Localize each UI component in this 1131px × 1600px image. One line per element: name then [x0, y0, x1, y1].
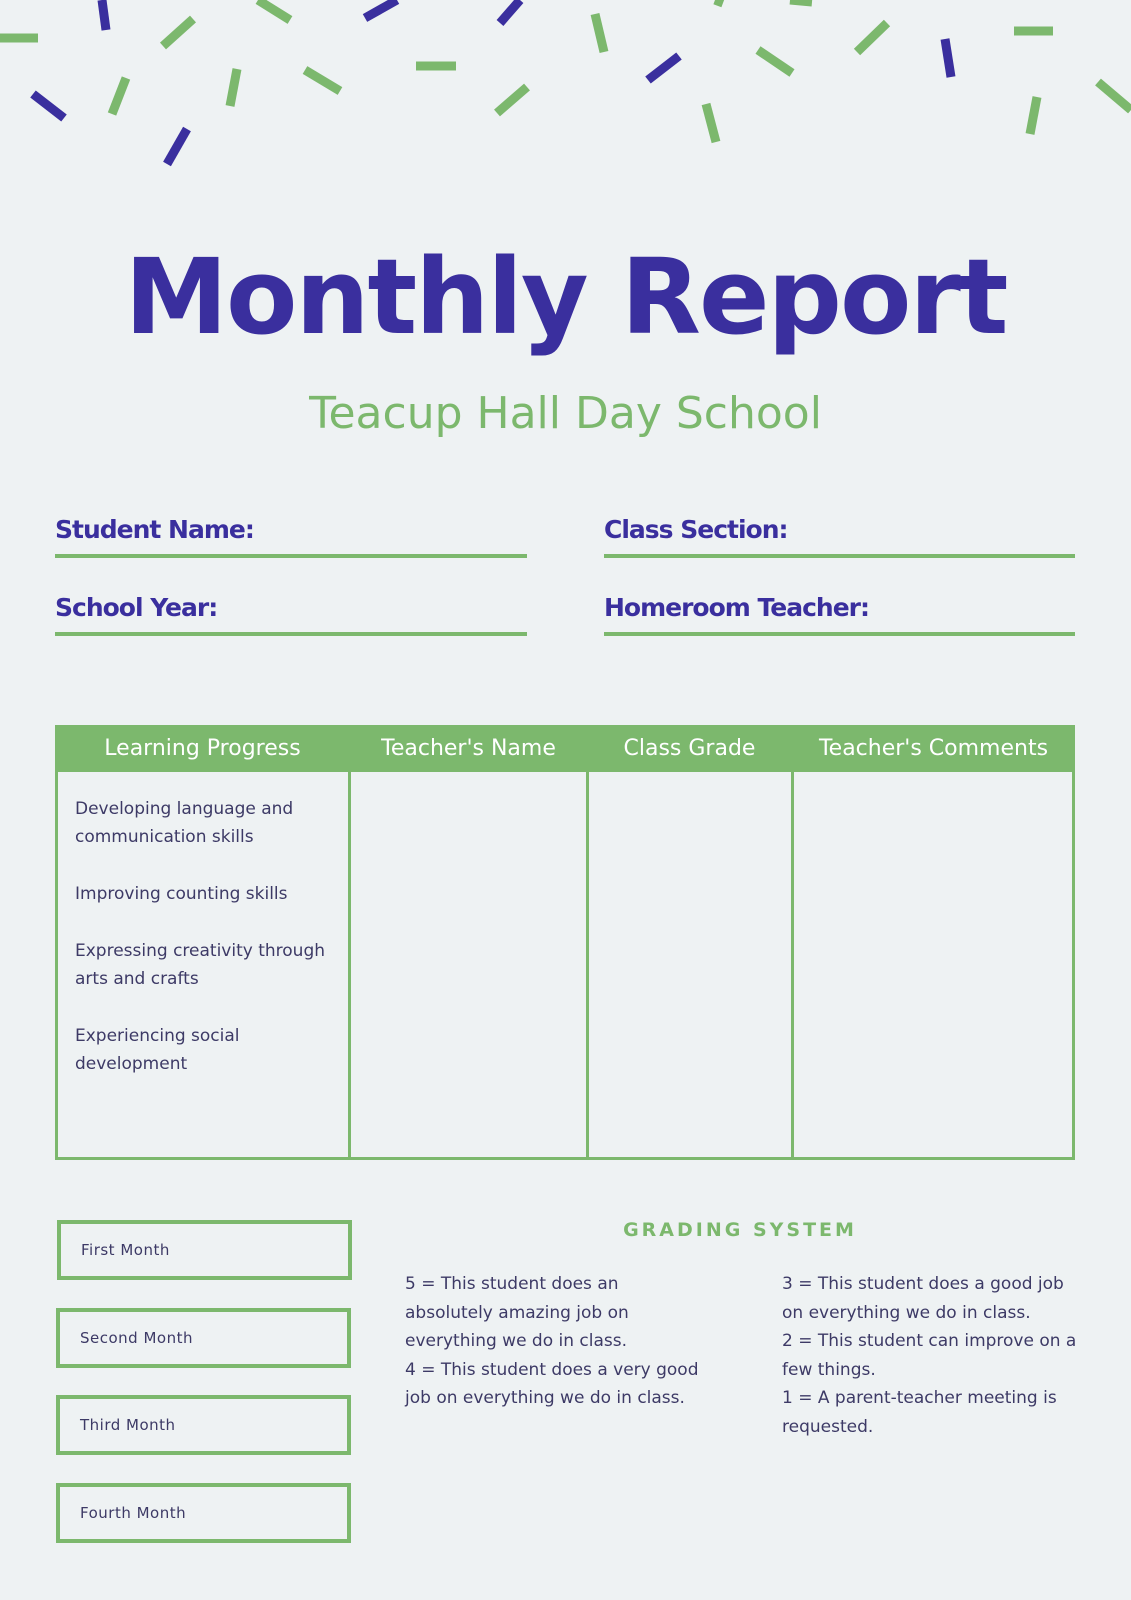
class-grade-cell[interactable]	[589, 772, 791, 1157]
confetti-piece	[365, 0, 397, 18]
grading-system-title: GRADING SYSTEM	[623, 1219, 857, 1241]
confetti-piece	[648, 56, 679, 80]
class-section-field[interactable]	[604, 510, 1075, 558]
confetti-piece	[715, 0, 723, 3]
confetti-piece	[102, 0, 106, 30]
confetti-piece	[500, 0, 520, 23]
confetti-piece	[112, 78, 126, 114]
confetti-piece	[258, 0, 290, 20]
homeroom-teacher-field[interactable]	[604, 588, 1075, 636]
table-header	[55, 725, 1075, 771]
confetti-piece	[33, 94, 64, 118]
confetti-piece	[758, 50, 792, 73]
confetti-piece	[706, 104, 716, 142]
learning-item: Expressing creativity through arts and crafts	[75, 941, 326, 989]
header-learning-progress: Learning Progress	[104, 736, 301, 761]
fourth-month-box[interactable]: Fourth Month	[56, 1483, 351, 1543]
learning-item: Developing language and communication skills	[75, 799, 294, 847]
learning-progress-table	[55, 725, 1075, 1160]
confetti-piece	[305, 70, 340, 91]
confetti-piece	[497, 87, 527, 113]
teachers-comments-cell[interactable]	[794, 772, 1072, 1157]
grade-description: 1 = A parent-teacher meeting is requested.	[782, 1388, 1057, 1437]
class-section-label: Class Section:	[604, 515, 788, 544]
homeroom-teacher-label: Homeroom Teacher:	[604, 593, 869, 622]
student-name-field[interactable]	[55, 510, 527, 558]
school-year-label: School Year:	[55, 593, 218, 622]
grade-description: 2 = This student can improve on a few things.	[782, 1331, 1077, 1380]
confetti-piece	[857, 23, 887, 52]
school-name: Teacup Hall Day School	[309, 388, 822, 439]
confetti-piece	[163, 19, 193, 46]
student-name-label: Student Name:	[55, 515, 254, 544]
confetti-piece	[790, 0, 812, 2]
school-year-field[interactable]	[55, 588, 527, 636]
confetti-piece	[1030, 97, 1037, 134]
first-month-box[interactable]: First Month	[57, 1220, 352, 1280]
grading-right-column	[782, 1270, 1082, 1441]
teachers-name-cell[interactable]	[351, 772, 586, 1157]
header-teachers-name: Teacher's Name	[381, 736, 556, 761]
second-month-box[interactable]: Second Month	[56, 1308, 351, 1368]
confetti-piece	[595, 14, 604, 52]
learning-item: Experiencing social development	[75, 1026, 240, 1074]
grade-description: 5 = This student does an absolutely amazing job on everything we do in class.	[405, 1274, 629, 1351]
confetti-piece	[167, 129, 187, 164]
third-month-box[interactable]: Third Month	[56, 1395, 351, 1455]
confetti-decoration	[0, 0, 1131, 180]
header-class-grade: Class Grade	[623, 736, 756, 761]
learning-item: Improving counting skills	[75, 884, 288, 904]
header-teachers-comments: Teacher's Comments	[818, 736, 1049, 761]
confetti-piece	[1098, 82, 1131, 110]
confetti-piece	[945, 39, 951, 77]
grade-description: 3 = This student does a good job on everything we do in class.	[782, 1274, 1064, 1323]
page-title: Monthly Report	[124, 236, 1007, 358]
confetti-piece	[230, 69, 237, 106]
grading-left-column	[405, 1270, 705, 1413]
grade-description: 4 = This student does a very good job on everything we do in class.	[405, 1359, 699, 1408]
